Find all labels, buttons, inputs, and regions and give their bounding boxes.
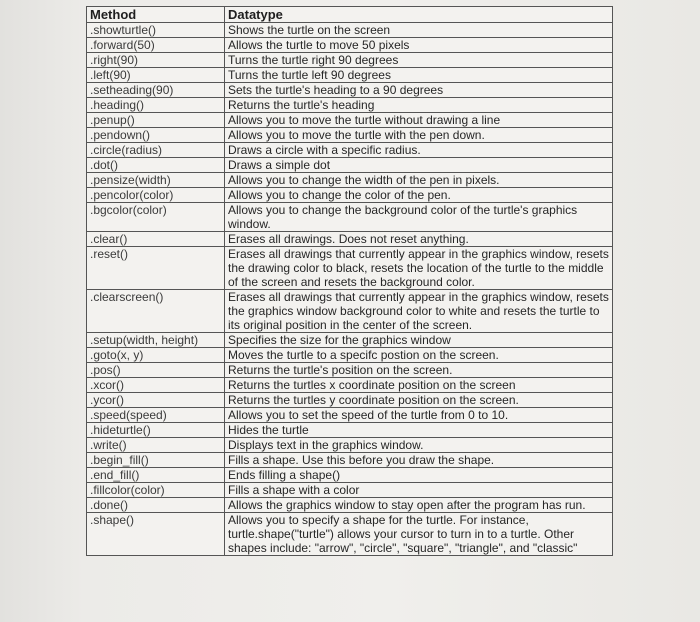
table-row [87, 348, 613, 363]
method-cell: .fillcolor(color) [87, 483, 225, 498]
table-row [87, 333, 613, 348]
method-cell: .pendown() [87, 128, 225, 143]
method-cell: .ycor() [87, 393, 225, 408]
description-cell: Returns the turtle's heading [225, 98, 613, 113]
table-row [87, 423, 613, 438]
method-cell: .dot() [87, 158, 225, 173]
description-cell: Displays text in the graphics window. [225, 438, 613, 453]
method-cell: .done() [87, 498, 225, 513]
method-cell: .clear() [87, 232, 225, 247]
description-cell: Turns the turtle left 90 degrees [225, 68, 613, 83]
table-row [87, 188, 613, 203]
description-cell: Allows you to change the width of the pen in pixels. [225, 173, 613, 188]
table-row [87, 232, 613, 247]
description-cell: Draws a simple dot [225, 158, 613, 173]
method-cell: .setup(width, height) [87, 333, 225, 348]
header-row [87, 7, 613, 23]
description-cell: Allows you to move the turtle with the pen down. [225, 128, 613, 143]
description-cell: Moves the turtle to a specifc postion on the screen. [225, 348, 613, 363]
table-row [87, 363, 613, 378]
table-row [87, 38, 613, 53]
table-row [87, 98, 613, 113]
table-row [87, 53, 613, 68]
description-cell: Returns the turtle's position on the screen. [225, 363, 613, 378]
method-cell: .speed(speed) [87, 408, 225, 423]
method-cell: .showturtle() [87, 23, 225, 38]
description-cell: Turns the turtle right 90 degrees [225, 53, 613, 68]
description-cell: Allows you to specify a shape for the turtle. For instance, turtle.shape("turtle") allows your cursor to turn in to a turtle. Other shapes include: "arrow", "circle", "square", "triangle", and "classic" [225, 513, 613, 556]
turtle-methods-table [86, 6, 613, 556]
method-cell: .xcor() [87, 378, 225, 393]
description-cell: Allows you to change the color of the pen. [225, 188, 613, 203]
method-cell: .begin_fill() [87, 453, 225, 468]
table-row [87, 468, 613, 483]
table-row [87, 453, 613, 468]
table-row [87, 23, 613, 38]
method-cell: .right(90) [87, 53, 225, 68]
description-cell: Hides the turtle [225, 423, 613, 438]
table-row [87, 408, 613, 423]
table-row [87, 247, 613, 290]
method-cell: .pos() [87, 363, 225, 378]
table-row [87, 290, 613, 333]
table-row [87, 498, 613, 513]
table-row [87, 438, 613, 453]
method-cell: .penup() [87, 113, 225, 128]
table-row [87, 113, 613, 128]
method-cell: .left(90) [87, 68, 225, 83]
method-cell: .clearscreen() [87, 290, 225, 333]
method-cell: .hideturtle() [87, 423, 225, 438]
table-row [87, 393, 613, 408]
table-row [87, 128, 613, 143]
description-cell: Returns the turtles x coordinate position on the screen [225, 378, 613, 393]
description-cell: Draws a circle with a specific radius. [225, 143, 613, 158]
description-cell: Allows you to change the background color of the turtle's graphics window. [225, 203, 613, 232]
description-cell: Erases all drawings that currently appear in the graphics window, resets the drawing color to black, resets the location of the turtle to the middle of the screen and resets the background color. [225, 247, 613, 290]
description-cell: Allows you to move the turtle without drawing a line [225, 113, 613, 128]
description-cell: Erases all drawings. Does not reset anything. [225, 232, 613, 247]
table-row [87, 378, 613, 393]
method-cell: .shape() [87, 513, 225, 556]
description-cell: Erases all drawings that currently appear in the graphics window, resets the graphics window background color to white and resets the turtle to its original position in the center of the screen. [225, 290, 613, 333]
method-cell: .goto(x, y) [87, 348, 225, 363]
description-cell: Returns the turtles y coordinate position on the screen. [225, 393, 613, 408]
table-row [87, 203, 613, 232]
description-cell: Fills a shape with a color [225, 483, 613, 498]
description-cell: Allows you to set the speed of the turtle from 0 to 10. [225, 408, 613, 423]
method-cell: .end_fill() [87, 468, 225, 483]
description-cell: Allows the graphics window to stay open after the program has run. [225, 498, 613, 513]
method-cell: .write() [87, 438, 225, 453]
table-row [87, 68, 613, 83]
method-cell: .setheading(90) [87, 83, 225, 98]
method-cell: .heading() [87, 98, 225, 113]
table-row [87, 83, 613, 98]
description-cell: Sets the turtle's heading to a 90 degrees [225, 83, 613, 98]
table-row [87, 173, 613, 188]
method-cell: .bgcolor(color) [87, 203, 225, 232]
table-row [87, 158, 613, 173]
method-cell: .pencolor(color) [87, 188, 225, 203]
method-cell: .forward(50) [87, 38, 225, 53]
description-cell: Ends filling a shape() [225, 468, 613, 483]
description-cell: Specifies the size for the graphics window [225, 333, 613, 348]
method-cell: .reset() [87, 247, 225, 290]
method-cell: .pensize(width) [87, 173, 225, 188]
datatype-header: Datatype [225, 7, 613, 23]
method-header: Method [87, 7, 225, 23]
table-row [87, 513, 613, 556]
table-row [87, 143, 613, 158]
description-cell: Allows the turtle to move 50 pixels [225, 38, 613, 53]
description-cell: Fills a shape. Use this before you draw the shape. [225, 453, 613, 468]
method-cell: .circle(radius) [87, 143, 225, 158]
description-cell: Shows the turtle on the screen [225, 23, 613, 38]
table-row [87, 483, 613, 498]
